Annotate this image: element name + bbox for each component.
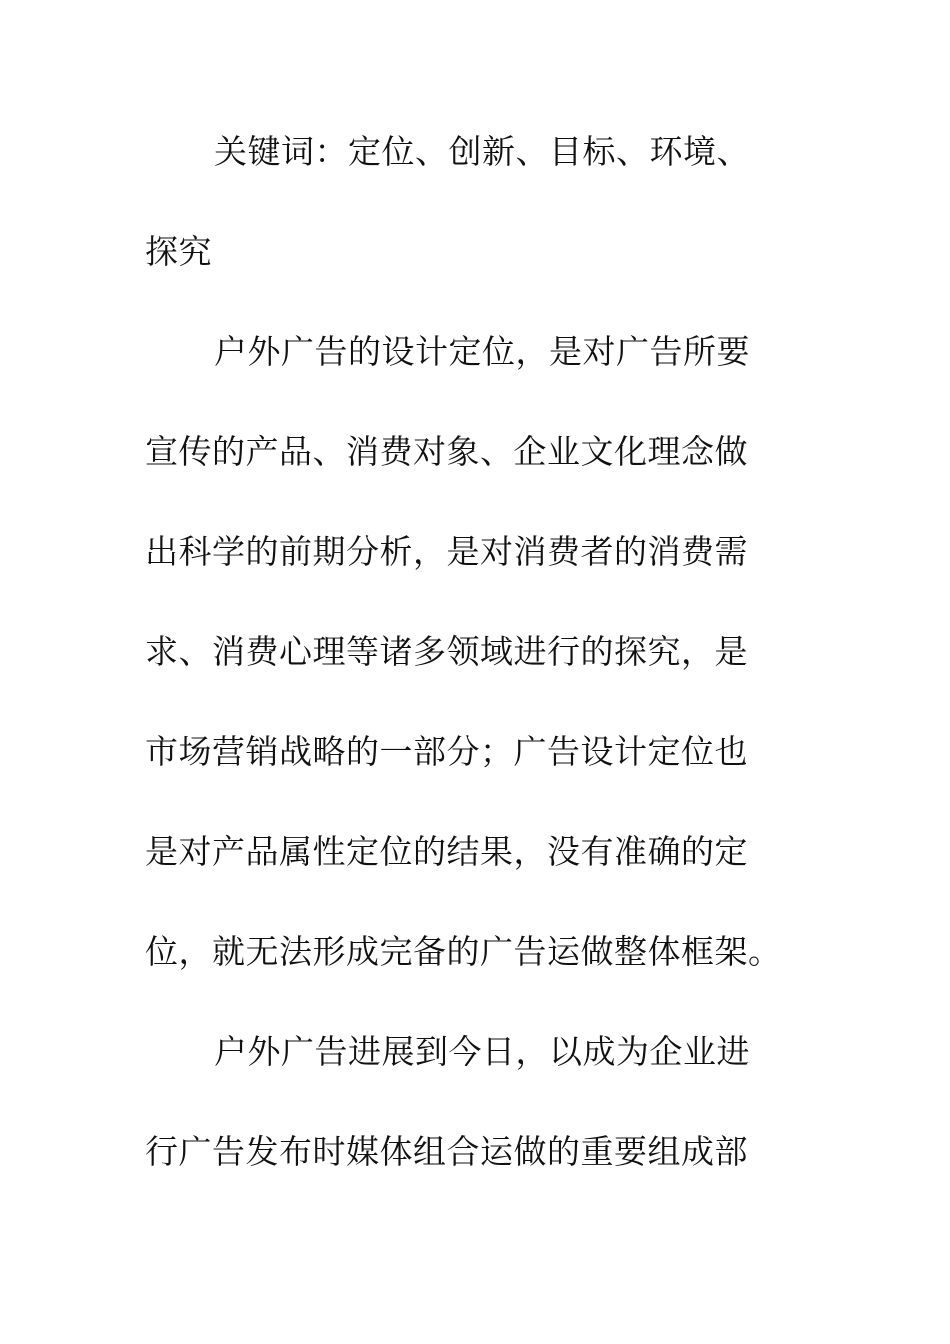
keywords-line: 关键词：定位、创新、目标、环境、 bbox=[214, 132, 750, 171]
paragraph-1-line-2: 宣传的产品、消费对象、企业文化理念做 bbox=[145, 432, 748, 471]
paragraph-1-line-6: 是对产品属性定位的结果，没有准确的定 bbox=[145, 832, 748, 871]
keywords-line-continued: 探究 bbox=[145, 232, 212, 271]
paragraph-1-line-5: 市场营销战略的一部分；广告设计定位也 bbox=[145, 732, 748, 771]
paragraph-2-line-1: 户外广告进展到今日，以成为企业进 bbox=[214, 1032, 750, 1071]
paragraph-2-line-2: 行广告发布时媒体组合运做的重要组成部 bbox=[145, 1132, 748, 1171]
paragraph-1-line-3: 出科学的前期分析，是对消费者的消费需 bbox=[145, 532, 748, 571]
paragraph-1-line-7: 位，就无法形成完备的广告运做整体框架。 bbox=[145, 932, 782, 971]
paragraph-1-line-1: 户外广告的设计定位，是对广告所要 bbox=[214, 332, 750, 371]
paragraph-1-line-4: 求、消费心理等诸多领域进行的探究，是 bbox=[145, 632, 748, 671]
